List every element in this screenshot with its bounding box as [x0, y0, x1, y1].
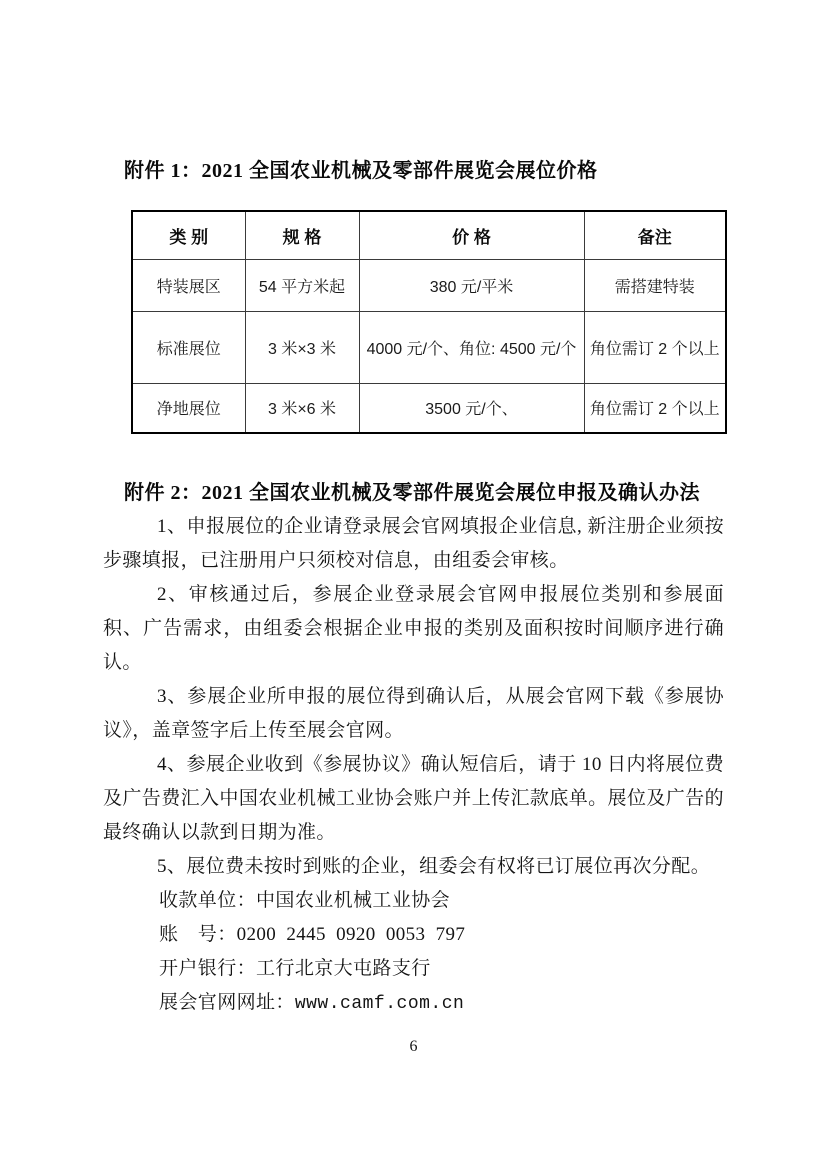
table-row — [132, 383, 726, 433]
bank-label: 开户银行： — [159, 958, 257, 979]
payee-label: 收款单位： — [159, 890, 257, 911]
website-label: 展会官网网址： — [159, 992, 295, 1013]
table-header-row — [132, 211, 726, 259]
account-number-line — [103, 918, 724, 952]
paragraph-step-3: 3、参展企业所申报的展位得到确认后，从展会官网下载《参展协议》，盖章签字后上传至展会官网。 — [103, 686, 724, 741]
booth-price-table — [131, 210, 727, 434]
paragraph-step-1: 1、申报展位的企业请登录展会官网填报企业信息, 新注册企业须按步骤填报，已注册用户只须校对信息，由组委会审核。 — [103, 516, 724, 571]
cell-note: 角位需订 2 个以上 — [584, 311, 726, 383]
website-url: www.camf.com.cn — [294, 994, 465, 1014]
attachment2-title: 附件 2：2021 全国农业机械及零部件展览会展位申报及确认办法 — [124, 482, 700, 504]
payee-value: 中国农业机械工业协会 — [256, 890, 451, 911]
table-row — [132, 259, 726, 311]
cell-category: 特装展区 — [132, 259, 245, 311]
paragraph-step-2: 2、审核通过后，参展企业登录展会官网申报展位类别和参展面积、广告需求，由组委会根据企业申报的类别及面积按时间顺序进行确认。 — [103, 584, 724, 673]
account-number-value: 0200 2445 0920 0053 797 — [236, 924, 466, 945]
cell-price: 4000 元/个、角位: 4500 元/个 — [359, 311, 584, 383]
paragraph-step-5: 5、展位费未按时到账的企业，组委会有权将已订展位再次分配。 — [157, 856, 711, 877]
cell-category: 净地展位 — [132, 383, 245, 433]
cell-category: 标准展位 — [132, 311, 245, 383]
payee-line — [103, 884, 724, 918]
paragraph-step-4: 4、参展企业收到《参展协议》确认短信后，请于 10 日内将展位费及广告费汇入中国农业机械工业协会账户并上传汇款底单。展位及广告的最终确认以款到日期为准。 — [103, 754, 724, 843]
bank-line — [103, 952, 724, 986]
cell-note: 需搭建特装 — [584, 259, 726, 311]
cell-spec: 3 米×3 米 — [245, 311, 359, 383]
account-number-label: 账 号： — [159, 924, 237, 945]
col-header-note: 备注 — [584, 211, 726, 259]
col-header-spec: 规 格 — [245, 211, 359, 259]
col-header-category: 类 别 — [132, 211, 245, 259]
bank-value: 工行北京大屯路支行 — [256, 958, 431, 979]
cell-note: 角位需订 2 个以上 — [584, 383, 726, 433]
cell-price: 380 元/平米 — [359, 259, 584, 311]
attachment1-title: 附件 1：2021 全国农业机械及零部件展览会展位价格 — [124, 160, 598, 182]
table-row — [132, 311, 726, 383]
cell-price: 3500 元/个、 — [359, 383, 584, 433]
page-number: 6 — [409, 1038, 418, 1055]
website-line — [103, 986, 724, 1021]
cell-spec: 3 米×6 米 — [245, 383, 359, 433]
procedure-text-block — [103, 510, 724, 1021]
col-header-price: 价 格 — [359, 211, 584, 259]
cell-spec: 54 平方米起 — [245, 259, 359, 311]
